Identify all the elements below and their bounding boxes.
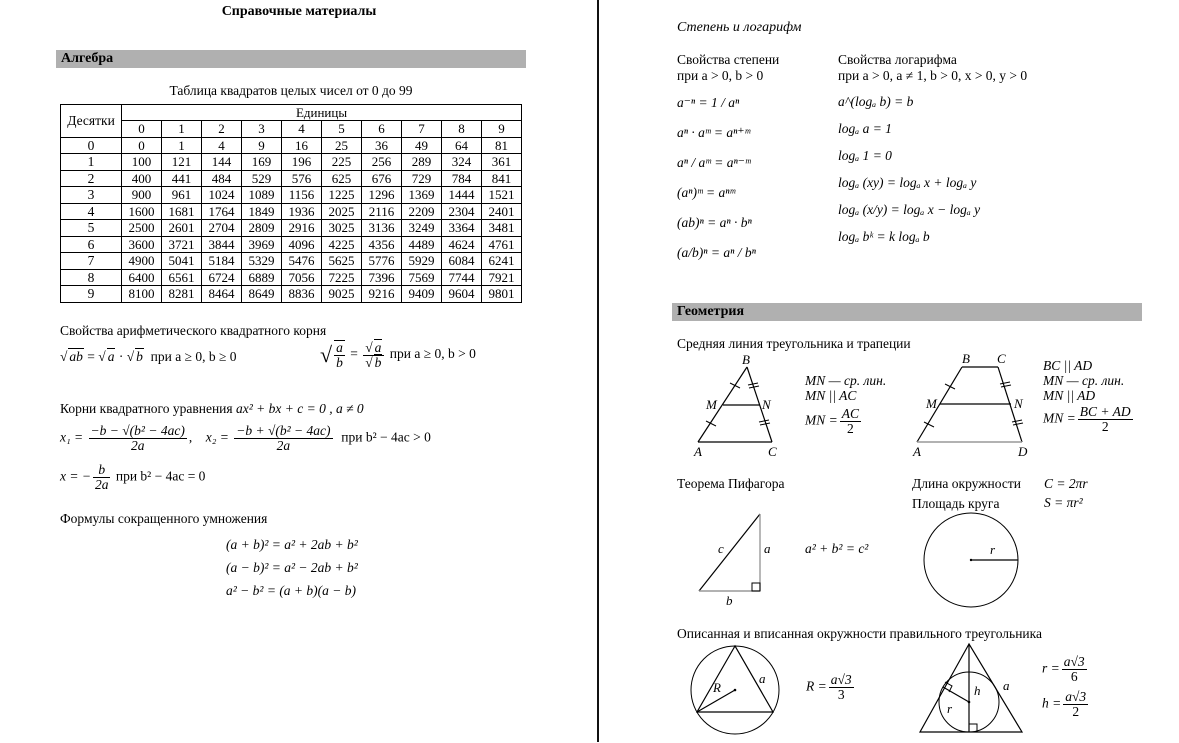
tens-cell: 5 [61, 220, 122, 237]
square-cell: 1764 [202, 203, 242, 220]
circle-figure [920, 510, 1020, 610]
square-cell: 16 [282, 137, 322, 154]
square-cell: 6561 [162, 269, 202, 286]
table-row [61, 253, 522, 270]
square-cell: 324 [442, 154, 482, 171]
power-formula: (a/b)ⁿ = aⁿ / bⁿ [677, 245, 756, 260]
x-single-den: 2a [94, 477, 109, 492]
square-cell: 64 [442, 137, 482, 154]
midline-trapezoid-figure [910, 350, 1040, 460]
square-cell: 2601 [162, 220, 202, 237]
short-mult-formula: (a − b)² = a² − 2ab + b² [226, 560, 358, 575]
square-cell: 729 [402, 170, 442, 187]
section-header-algebra: Алгебра [56, 50, 526, 68]
square-cell: 2809 [242, 220, 282, 237]
square-cell: 5184 [202, 253, 242, 270]
R-formula-lhs: R = [806, 678, 827, 694]
square-cell: 289 [402, 154, 442, 171]
table-row [61, 203, 522, 220]
x2-denominator: 2a [276, 438, 291, 453]
square-cell: 4761 [482, 236, 522, 253]
power-formula: aⁿ / aᵐ = aⁿ⁻ᵐ [677, 155, 751, 170]
square-cell: 196 [282, 154, 322, 171]
square-cell: 3600 [122, 236, 162, 253]
square-cell: 361 [482, 154, 522, 171]
square-cell: 7744 [442, 269, 482, 286]
sqrt-f2-frac-num: a [336, 340, 343, 355]
units-col-header: 1 [162, 121, 202, 138]
square-cell: 6241 [482, 253, 522, 270]
power-props-condition: при a > 0, b > 0 [677, 68, 764, 83]
log-formula: a^(logₐ b) = b [838, 94, 914, 109]
R-formula-den: 3 [837, 687, 845, 702]
square-cell: 8100 [122, 286, 162, 303]
square-cell: 7921 [482, 269, 522, 286]
regular-triangle-title: Описанная и вписанная окружности правильного треугольника [677, 626, 1042, 641]
square-cell: 7056 [282, 269, 322, 286]
circ-label-a: a [759, 671, 766, 686]
square-cell: 225 [322, 154, 362, 171]
units-header: Единицы [122, 105, 522, 121]
h-formula-num: a√3 [1065, 689, 1087, 704]
pyth-label-c: c [718, 541, 724, 556]
tens-cell: 9 [61, 286, 122, 303]
square-cell: 2500 [122, 220, 162, 237]
square-cell: 484 [202, 170, 242, 187]
midline-triangle-text [805, 373, 886, 436]
square-cell: 5329 [242, 253, 282, 270]
quadratic-title-line [60, 401, 364, 417]
table-row [61, 236, 522, 253]
quadratic-equation: ax² + bx + c = 0 , a ≠ 0 [235, 401, 364, 416]
square-cell: 4096 [282, 236, 322, 253]
square-cell: 9604 [442, 286, 482, 303]
square-cell: 8281 [162, 286, 202, 303]
right-triangle-figure [690, 505, 790, 608]
square-cell: 1369 [402, 187, 442, 204]
sqrt-f2-den: b [374, 354, 382, 370]
square-cell: 5041 [162, 253, 202, 270]
square-cell: 1296 [362, 187, 402, 204]
trapezoid-text-line-1: BC || AD [1043, 358, 1093, 373]
trap-label-D: D [1018, 444, 1028, 459]
units-col-header: 7 [402, 121, 442, 138]
circle-length-label: Длина окружности [912, 476, 1021, 491]
x2-label: x₂ = [205, 429, 229, 445]
midline-title: Средняя линия треугольника и трапеции [677, 336, 911, 351]
power-formula: (aⁿ)ᵐ = aⁿᵐ [677, 185, 736, 200]
tens-cell: 4 [61, 203, 122, 220]
units-col-header: 9 [482, 121, 522, 138]
square-cell: 441 [162, 170, 202, 187]
square-cell: 6084 [442, 253, 482, 270]
square-cell: 3844 [202, 236, 242, 253]
sqrt-formula-2: √ $\frac{a}{b}$ = $\frac{√ a}{√ b}$ при a ≥ 0, b > 0 [320, 339, 476, 370]
short-mult-formula: (a + b)² = a² + 2ab + b² [226, 537, 358, 552]
square-cell: 9 [242, 137, 282, 154]
units-col-header: 3 [242, 121, 282, 138]
discriminant-positive-condition: при b² − 4ac > 0 [341, 429, 431, 445]
square-cell: 4900 [122, 253, 162, 270]
tens-cell: 8 [61, 269, 122, 286]
triangle-formula-den: 2 [847, 421, 854, 436]
x1-numerator: −b − √(b² − 4ac) [90, 423, 185, 438]
pythagoras-title: Теорема Пифагора [677, 476, 785, 491]
square-cell: 9216 [362, 286, 402, 303]
square-cell: 144 [202, 154, 242, 171]
document-title: Справочные материалы [221, 4, 377, 19]
units-col-header: 6 [362, 121, 402, 138]
units-col-header: 0 [122, 121, 162, 138]
square-cell: 100 [122, 154, 162, 171]
x1-label: x₁ = [60, 429, 84, 445]
power-formula: (ab)ⁿ = aⁿ · bⁿ [677, 215, 752, 230]
square-cell: 3025 [322, 220, 362, 237]
trap-label-A: A [913, 444, 921, 459]
circle-area-formula: S = πr² [1044, 495, 1083, 510]
pyth-label-a: a [764, 541, 771, 556]
quadratic-roots: x₁ = $\frac{\text{−b − √(b² − 4ac)}}{2a}$ , x₂ = $\frac{\text{−b + √(b² − 4ac)}}{2a}$ при b² − 4ac > 0 [60, 423, 431, 453]
short-mult-formula: a² − b² = (a + b)(a − b) [226, 583, 357, 598]
square-cell: 7396 [362, 269, 402, 286]
label-B: B [742, 352, 750, 367]
x1-denominator: 2a [130, 438, 145, 453]
table-header-row [61, 105, 522, 121]
square-cell: 2916 [282, 220, 322, 237]
x-single-label: x = − [60, 468, 91, 484]
square-cell: 784 [442, 170, 482, 187]
h-formula-den: 2 [1072, 704, 1080, 719]
log-formula: logₐ (x/y) = logₐ x − logₐ y [838, 202, 981, 217]
square-cell: 529 [242, 170, 282, 187]
units-row [61, 121, 522, 138]
square-cell: 4624 [442, 236, 482, 253]
tens-header: Десятки [61, 105, 122, 138]
circle-radius-label: r [990, 542, 996, 557]
tens-cell: 0 [61, 137, 122, 154]
short-mult-formulas [226, 533, 358, 602]
table-row [61, 286, 522, 303]
page-divider [597, 0, 599, 742]
R-formula [806, 673, 856, 702]
square-cell: 1849 [242, 203, 282, 220]
label-N: N [762, 397, 771, 412]
square-cell: 7569 [402, 269, 442, 286]
table-row [61, 170, 522, 187]
tens-cell: 2 [61, 170, 122, 187]
square-cell: 0 [122, 137, 162, 154]
inscribed-circle-figure [918, 642, 1028, 742]
circle-area-label: Площадь круга [912, 496, 1000, 511]
quadratic-single-root [60, 463, 205, 492]
units-col-header: 4 [282, 121, 322, 138]
insc-label-a: a [1003, 678, 1010, 693]
discriminant-zero-condition: при b² − 4ac = 0 [115, 468, 206, 484]
power-formula: aⁿ · aᵐ = aⁿ⁺ᵐ [677, 125, 751, 140]
log-formula: logₐ bᵏ = k logₐ b [838, 229, 930, 244]
triangle-formula-lhs: MN = [805, 412, 838, 428]
sqrt-f1-lhs: ab [69, 349, 83, 364]
square-cell: 1156 [282, 187, 322, 204]
sqrt-f1-a: a [107, 349, 115, 364]
section-header-geometry: Геометрия [672, 303, 1142, 321]
square-cell: 36 [362, 137, 402, 154]
sqrt-f2-condition: при a ≥ 0, b > 0 [389, 346, 476, 362]
trap-label-B: B [962, 351, 970, 366]
trapezoid-formula-lhs: MN = [1043, 410, 1076, 426]
square-cell: 3249 [402, 220, 442, 237]
square-cell: 6400 [122, 269, 162, 286]
square-cell: 5776 [362, 253, 402, 270]
log-formula: logₐ 1 = 0 [838, 148, 892, 163]
square-cell: 1681 [162, 203, 202, 220]
square-cell: 8464 [202, 286, 242, 303]
r-formula [1042, 655, 1089, 684]
triangle-midline-line-2: MN || AC [805, 388, 857, 403]
square-cell: 5625 [322, 253, 362, 270]
triangle-formula-num: AC [841, 406, 860, 421]
r-formula-num: a√3 [1063, 654, 1085, 669]
tens-cell: 1 [61, 154, 122, 171]
log-props-title: Свойства логарифма [838, 52, 957, 67]
square-cell: 4489 [402, 236, 442, 253]
log-props-condition: при a > 0, a ≠ 1, b > 0, x > 0, y > 0 [838, 68, 1028, 83]
square-cell: 256 [362, 154, 402, 171]
short-mult-title: Формулы сокращенного умножения [60, 511, 268, 526]
square-cell: 8649 [242, 286, 282, 303]
square-cell: 81 [482, 137, 522, 154]
triangle-midline-line-1: MN — ср. лин. [805, 373, 887, 388]
table-row [61, 220, 522, 237]
square-cell: 3364 [442, 220, 482, 237]
power-formula: a⁻ⁿ = 1 / aⁿ [677, 95, 740, 110]
square-cell: 961 [162, 187, 202, 204]
label-C: C [768, 444, 777, 459]
sqrt-f2-frac-den: b [336, 355, 343, 370]
h-formula-lhs: h = [1042, 695, 1062, 711]
units-col-header: 8 [442, 121, 482, 138]
quadratic-title: Корни квадратного уравнения [60, 401, 233, 416]
midline-trapezoid-text [1043, 358, 1135, 434]
units-col-header: 2 [202, 121, 242, 138]
trap-label-M: M [926, 396, 937, 411]
square-cell: 2116 [362, 203, 402, 220]
table-row [61, 137, 522, 154]
power-log-title: Степень и логарифм [677, 20, 802, 35]
square-cell: 9409 [402, 286, 442, 303]
square-cell: 4356 [362, 236, 402, 253]
square-cell: 1936 [282, 203, 322, 220]
square-cell: 1444 [442, 187, 482, 204]
square-cell: 6889 [242, 269, 282, 286]
circumscribed-circle-figure [690, 643, 790, 743]
r-formula-lhs: r = [1042, 660, 1060, 676]
pythagoras-formula: a² + b² = c² [805, 541, 869, 556]
x-single-num: b [93, 463, 111, 478]
square-cell: 25 [322, 137, 362, 154]
h-formula [1042, 690, 1090, 719]
square-cell: 5929 [402, 253, 442, 270]
log-formula: logₐ (xy) = logₐ x + logₐ y [838, 175, 977, 190]
square-cell: 169 [242, 154, 282, 171]
power-props-title: Свойства степени [677, 52, 780, 67]
square-cell: 676 [362, 170, 402, 187]
square-cell: 900 [122, 187, 162, 204]
square-cell: 1 [162, 137, 202, 154]
square-cell: 3136 [362, 220, 402, 237]
r-formula-den: 6 [1070, 669, 1078, 684]
sqrt-props-title: Свойства арифметического квадратного корня [60, 323, 327, 338]
square-cell: 9025 [322, 286, 362, 303]
square-cell: 2304 [442, 203, 482, 220]
log-formula: logₐ a = 1 [838, 121, 892, 136]
tens-cell: 7 [61, 253, 122, 270]
power-formulas [677, 88, 756, 268]
pyth-label-b: b [726, 593, 733, 608]
square-cell: 4 [202, 137, 242, 154]
tens-cell: 6 [61, 236, 122, 253]
midline-triangle-figure [680, 350, 800, 460]
label-A: A [694, 444, 702, 459]
square-cell: 3481 [482, 220, 522, 237]
table-row [61, 269, 522, 286]
trapezoid-text-line-2: MN — ср. лин. [1043, 373, 1125, 388]
square-cell: 1600 [122, 203, 162, 220]
table-row [61, 187, 522, 204]
log-formulas [838, 88, 980, 250]
square-cell: 1024 [202, 187, 242, 204]
square-cell: 2704 [202, 220, 242, 237]
square-cell: 576 [282, 170, 322, 187]
tens-cell: 3 [61, 187, 122, 204]
square-cell: 121 [162, 154, 202, 171]
squares-table [60, 104, 522, 303]
square-cell: 2025 [322, 203, 362, 220]
circ-label-R: R [713, 680, 721, 695]
square-cell: 49 [402, 137, 442, 154]
square-cell: 1225 [322, 187, 362, 204]
label-M: M [706, 397, 717, 412]
square-cell: 1521 [482, 187, 522, 204]
circle-length-formula: C = 2πr [1044, 476, 1088, 491]
sqrt-f2-num: a [374, 339, 382, 355]
square-cell: 4225 [322, 236, 362, 253]
insc-label-r: r [947, 701, 953, 716]
square-cell: 2401 [482, 203, 522, 220]
trapezoid-formula-den: 2 [1101, 419, 1109, 434]
square-cell: 8836 [282, 286, 322, 303]
square-cell: 625 [322, 170, 362, 187]
trapezoid-formula-num: BC + AD [1079, 404, 1131, 419]
square-cell: 9801 [482, 286, 522, 303]
x2-numerator: −b + √(b² − 4ac) [236, 423, 331, 438]
trapezoid-text-line-3: MN || AD [1043, 388, 1096, 403]
square-cell: 1089 [242, 187, 282, 204]
sqrt-f1-condition: при a ≥ 0, b ≥ 0 [150, 349, 237, 364]
square-cell: 400 [122, 170, 162, 187]
sqrt-f1-b: b [136, 349, 143, 364]
square-cell: 841 [482, 170, 522, 187]
table-row [61, 154, 522, 171]
sqrt-formula-1: √ ab = √ a · √ b при a ≥ 0, b ≥ 0 [60, 349, 237, 364]
insc-label-h: h [974, 683, 981, 698]
square-cell: 2209 [402, 203, 442, 220]
R-formula-num: a√3 [830, 672, 852, 687]
trap-label-N: N [1014, 396, 1023, 411]
square-cell: 3969 [242, 236, 282, 253]
trap-label-C: C [997, 351, 1006, 366]
units-col-header: 5 [322, 121, 362, 138]
squares-table-caption: Таблица квадратов целых чисел от 0 до 99 [169, 83, 413, 98]
square-cell: 5476 [282, 253, 322, 270]
square-cell: 7225 [322, 269, 362, 286]
square-cell: 3721 [162, 236, 202, 253]
square-cell: 6724 [202, 269, 242, 286]
